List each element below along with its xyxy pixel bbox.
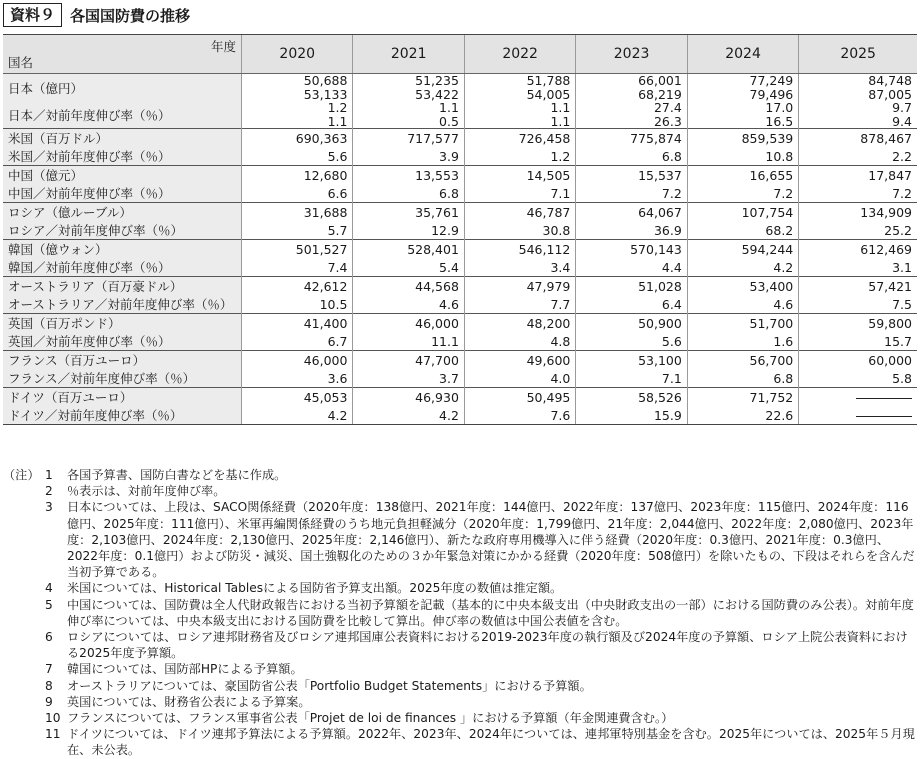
footnote-item: [3, 661, 917, 677]
value-cell: 41,400: [242, 314, 353, 333]
table-row: [3, 147, 917, 166]
value-cell: 36.9: [576, 221, 687, 240]
value-cell: 1.2 1.1: [242, 101, 353, 129]
value-cell: 7.6: [464, 406, 575, 425]
year-header: 2025: [799, 35, 917, 74]
value-cell: 6.8: [687, 369, 798, 388]
value-cell: 15,537: [576, 166, 687, 185]
row-label: ロシア（億ルーブル）: [3, 203, 242, 222]
year-header: 2020: [242, 35, 353, 74]
row-label: 米国（百万ドル）: [3, 129, 242, 148]
value-cell: 570,143: [576, 240, 687, 259]
row-label: 英国（百万ポンド）: [3, 314, 242, 333]
value-cell: 10.8: [687, 147, 798, 166]
value-cell: 4.2: [687, 258, 798, 277]
value-cell: 50,688 53,133: [242, 74, 353, 102]
value-cell: 57,421: [799, 277, 917, 296]
value-cell: 14,505: [464, 166, 575, 185]
value-cell: 7.2: [799, 184, 917, 203]
value-cell: 3.9: [353, 147, 464, 166]
table-row: [3, 388, 917, 407]
value-cell: 13,553: [353, 166, 464, 185]
footnote-text: 韓国については、国防部HPによる予算額。: [67, 662, 303, 677]
value-cell: 6.8: [576, 147, 687, 166]
footnote-number: 3: [45, 500, 53, 515]
footnote-item: [3, 467, 917, 483]
footnote-item: [3, 483, 917, 499]
value-cell: 16,655: [687, 166, 798, 185]
table-row: [3, 166, 917, 185]
footnote-text: フランスについては、フランス軍事省公表「Projet de loi de finances 」における予算額（年金関連費含む。）: [67, 711, 674, 726]
value-cell: 66,001 68,219: [576, 74, 687, 102]
value-cell: 4.6: [687, 295, 798, 314]
footnote-item: [3, 580, 917, 596]
footnote-item: [3, 629, 917, 661]
value-cell: 878,467: [799, 129, 917, 148]
value-cell: 15.9: [576, 406, 687, 425]
footnote-item: [3, 678, 917, 694]
value-cell: 859,539: [687, 129, 798, 148]
value-cell: 7.1: [576, 369, 687, 388]
value-cell: 53,100: [576, 351, 687, 370]
row-label: ロシア／対前年度伸び率（％）: [3, 221, 242, 240]
table-row: [3, 277, 917, 296]
table-row: [3, 406, 917, 425]
footnote-mark: [3, 694, 39, 710]
footnote-item: [3, 597, 917, 629]
value-cell: 7.4: [242, 258, 353, 277]
value-cell: 77,249 79,496: [687, 74, 798, 102]
table-row: [3, 332, 917, 351]
value-cell: 7.2: [576, 184, 687, 203]
header-corner-cell: [3, 35, 242, 74]
footnote-mark: [3, 710, 39, 726]
row-label: 日本／対前年度伸び率（％）: [3, 101, 242, 129]
footnote-mark: [3, 499, 39, 580]
footnote-number: 7: [45, 662, 53, 677]
footnote-number: 6: [45, 630, 53, 645]
value-cell: 60,000: [799, 351, 917, 370]
table-row-japan-growth: [3, 101, 917, 129]
value-cell: 5.6: [242, 147, 353, 166]
value-cell: 7.1: [464, 184, 575, 203]
value-cell: 25.2: [799, 221, 917, 240]
value-cell: 5.6: [576, 332, 687, 351]
value-cell: 68.2: [687, 221, 798, 240]
value-cell: 30.8: [464, 221, 575, 240]
value-cell: 726,458: [464, 129, 575, 148]
page-title: 各国国防費の推移: [70, 6, 191, 25]
table-row: [3, 129, 917, 148]
year-header: 2021: [353, 35, 464, 74]
row-label: フランス（百万ユーロ）: [3, 351, 242, 370]
table-row: [3, 184, 917, 203]
value-cell: 134,909: [799, 203, 917, 222]
value-cell: 46,787: [464, 203, 575, 222]
value-cell: 4.4: [576, 258, 687, 277]
value-cell: 47,979: [464, 277, 575, 296]
value-cell: 717,577: [353, 129, 464, 148]
value-cell: 4.0: [464, 369, 575, 388]
value-cell: 594,244: [687, 240, 798, 259]
value-cell: 56,700: [687, 351, 798, 370]
footnote-text: ドイツについては、ドイツ連邦予算法による予算額。2022年、2023年、2024年については、連邦軍特別基金を含む。2025年については、2025年５月現在、未公表。: [67, 727, 915, 758]
value-cell: 35,761: [353, 203, 464, 222]
footnote-mark: （注）: [3, 468, 40, 482]
value-cell: 51,788 54,005: [464, 74, 575, 102]
value-cell: 775,874: [576, 129, 687, 148]
value-cell: 11.1: [353, 332, 464, 351]
footnote-text: 日本については、上段は、SACO関係経費（2020年度：138億円、2021年度：144億円、2022年度：137億円、2023年度：115億円、2024年度：116億円、2025年度：111億円）、米軍再編関係経費のうち地元負担軽減分（2020年度：1,799億円、21年度：2,044億円、2022年度：2,080億円、2023年度：2,103億円、2024年度：2,130億円、2025年度：2,146億円）、新たな政府専用機導入に伴う経費（2020年度：0.3億円、2021年度：0.3億円、2022年度：0.1億円）および防災・減災、国土強靱化のための３か年緊急対策にかかる経費（2020年度：508億円）を除いたもの、下段はそれらを含んだ当初予算である。: [67, 500, 915, 580]
value-cell: 107,754: [687, 203, 798, 222]
value-cell: 46,000: [353, 314, 464, 333]
footnote-mark: [3, 678, 39, 694]
footnotes: [3, 467, 917, 759]
value-cell: 9.7 9.4: [799, 101, 917, 129]
value-cell: 31,688: [242, 203, 353, 222]
value-cell: 27.4 26.3: [576, 101, 687, 129]
value-cell: 48,200: [464, 314, 575, 333]
not-published-dash: [856, 398, 912, 399]
value-cell: 3.7: [353, 369, 464, 388]
corner-year-label: 年度: [210, 39, 236, 54]
value-cell: 51,028: [576, 277, 687, 296]
footnote-text: オーストラリアについては、豪国防省公表「Portfolio Budget Statements」における予算額。: [67, 678, 592, 693]
footnote-item: [3, 499, 917, 580]
value-cell: 612,469: [799, 240, 917, 259]
footnote-mark: [3, 726, 39, 758]
value-cell: 528,401: [353, 240, 464, 259]
value-cell: 7.7: [464, 295, 575, 314]
row-label: オーストラリア（百万豪ドル）: [3, 277, 242, 296]
row-label: ドイツ／対前年度伸び率（％）: [3, 406, 242, 425]
value-cell: 7.2: [687, 184, 798, 203]
row-label: 日本（億円）: [3, 74, 242, 102]
value-cell: 84,748 87,005: [799, 74, 917, 102]
row-label: 韓国／対前年度伸び率（％）: [3, 258, 242, 277]
year-header: 2023: [576, 35, 687, 74]
footnote-number: 5: [45, 597, 53, 612]
footnote-mark: [3, 483, 39, 499]
footnote-mark: [3, 629, 39, 661]
footnote-number: 2: [45, 484, 53, 499]
value-cell: 12.9: [353, 221, 464, 240]
footnote-text: 米国については、Historical Tablesによる国防省予算支出額。2025年度の数値は推定額。: [67, 581, 563, 596]
value-cell: 47,700: [353, 351, 464, 370]
footnote-text: 中国については、国防費は全人代財政報告における当初予算額を記載（基本的に中央本級支出（中央財政支出の一部）における国防費のみ公表）。対前年度伸び率については、中央本級支出における国防費を比較して算出。伸び率の数値は中国公表値を含む。: [67, 597, 914, 628]
value-cell: 3.6: [242, 369, 353, 388]
value-cell: 46,000: [242, 351, 353, 370]
table-row-japan-budget: [3, 74, 917, 102]
value-cell: 546,112: [464, 240, 575, 259]
row-label: 中国／対前年度伸び率（％）: [3, 184, 242, 203]
row-label: ドイツ（百万ユーロ）: [3, 388, 242, 407]
value-cell: 5.4: [353, 258, 464, 277]
value-cell: 71,752: [687, 388, 798, 407]
value-cell: 51,700: [687, 314, 798, 333]
value-cell: 5.8: [799, 369, 917, 388]
value-cell: 690,363: [242, 129, 353, 148]
value-cell: 15.7: [799, 332, 917, 351]
table-row: [3, 369, 917, 388]
page-header: [0, 0, 190, 30]
footnote-text: ％表示は、対前年度伸び率。: [67, 484, 226, 499]
footnote-text: 各国予算書、国防白書などを基に作成。: [67, 468, 287, 482]
value-cell: [799, 406, 917, 425]
year-header: 2024: [687, 35, 798, 74]
row-label: オーストラリア／対前年度伸び率（％）: [3, 295, 242, 314]
footnote-item: [3, 694, 917, 710]
value-cell: 6.6: [242, 184, 353, 203]
value-cell: 50,900: [576, 314, 687, 333]
footnote-number: 8: [45, 678, 53, 693]
row-label: 中国（億元）: [3, 166, 242, 185]
footnote-mark: [3, 661, 39, 677]
row-label: 韓国（億ウォン）: [3, 240, 242, 259]
value-cell: 3.1: [799, 258, 917, 277]
value-cell: 4.8: [464, 332, 575, 351]
value-cell: 1.1 1.1: [464, 101, 575, 129]
value-cell: 44,568: [353, 277, 464, 296]
value-cell: 4.6: [353, 295, 464, 314]
value-cell: 46,930: [353, 388, 464, 407]
footnote-item: [3, 710, 917, 726]
value-cell: 53,400: [687, 277, 798, 296]
not-published-dash: [856, 416, 912, 417]
document-badge: 資料９: [3, 3, 62, 27]
value-cell: 6.4: [576, 295, 687, 314]
table-row: [3, 295, 917, 314]
value-cell: 7.5: [799, 295, 917, 314]
footnote-number: 11: [45, 727, 61, 742]
footnote-number: 10: [45, 711, 61, 726]
value-cell: 42,612: [242, 277, 353, 296]
value-cell: 3.4: [464, 258, 575, 277]
value-cell: 49,600: [464, 351, 575, 370]
value-cell: 6.7: [242, 332, 353, 351]
value-cell: 10.5: [242, 295, 353, 314]
value-cell: 501,527: [242, 240, 353, 259]
footnote-number: 1: [45, 468, 53, 482]
value-cell: 58,526: [576, 388, 687, 407]
row-label: フランス／対前年度伸び率（％）: [3, 369, 242, 388]
value-cell: 50,495: [464, 388, 575, 407]
value-cell: 51,235 53,422: [353, 74, 464, 102]
row-label: 米国／対前年度伸び率（％）: [3, 147, 242, 166]
footnote-number: 4: [45, 581, 53, 596]
value-cell: 17.0 16.5: [687, 101, 798, 129]
row-label: 英国／対前年度伸び率（％）: [3, 332, 242, 351]
defense-budget-table: [3, 34, 917, 425]
table-row: [3, 240, 917, 259]
value-cell: 12,680: [242, 166, 353, 185]
table-row: [3, 203, 917, 222]
table-row: [3, 221, 917, 240]
footnote-item: [3, 726, 917, 758]
value-cell: 59,800: [799, 314, 917, 333]
value-cell: 22.6: [687, 406, 798, 425]
value-cell: 1.1 0.5: [353, 101, 464, 129]
value-cell: 2.2: [799, 147, 917, 166]
footnote-number: 9: [45, 694, 53, 709]
table-row: [3, 314, 917, 333]
footnote-mark: [3, 597, 39, 629]
table-row: [3, 351, 917, 370]
value-cell: [799, 388, 917, 407]
footnote-mark: [3, 580, 39, 596]
value-cell: 6.8: [353, 184, 464, 203]
footnote-text: 英国については、財務省公表による予算案。: [67, 694, 311, 709]
value-cell: 1.2: [464, 147, 575, 166]
value-cell: 4.2: [353, 406, 464, 425]
corner-country-label: 国名: [8, 55, 34, 70]
value-cell: 4.2: [242, 406, 353, 425]
value-cell: 5.7: [242, 221, 353, 240]
table-header-row: [3, 35, 917, 74]
footnote-text: ロシアについては、ロシア連邦財務省及びロシア連邦国庫公表資料における2019-2023年度の執行額及び2024年度の予算額、ロシア上院公表資料における2025年度予算額。: [67, 630, 908, 661]
value-cell: 64,067: [576, 203, 687, 222]
value-cell: 45,053: [242, 388, 353, 407]
value-cell: 1.6: [687, 332, 798, 351]
table-row: [3, 258, 917, 277]
year-header: 2022: [464, 35, 575, 74]
value-cell: 17,847: [799, 166, 917, 185]
